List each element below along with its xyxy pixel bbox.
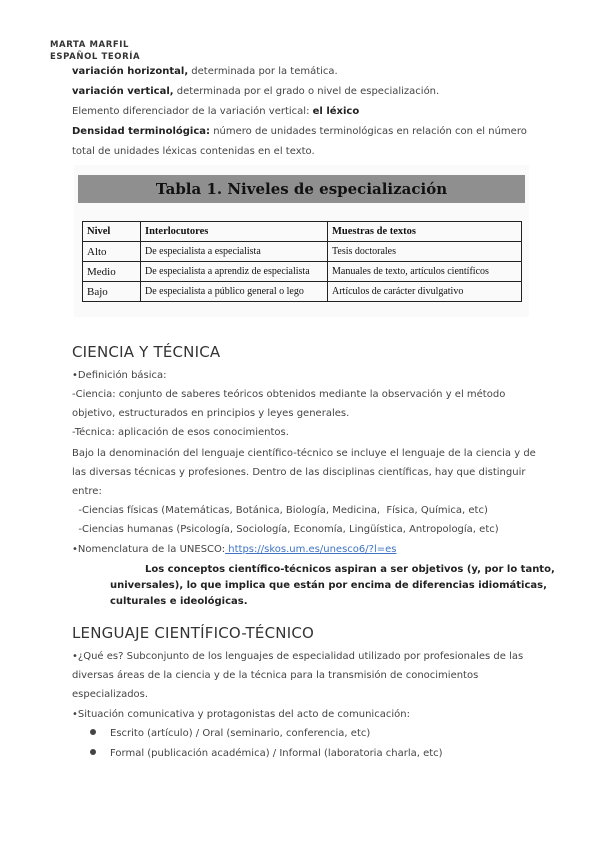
table-row (83, 282, 522, 302)
section-heading-ciencia: CIENCIA Y TÉCNICA (72, 343, 221, 361)
vertical-variation-line (72, 86, 439, 98)
body-line: diversas áreas de la ciencia y de la técnica para la transmisión de conocimientos (72, 670, 479, 681)
body-line: Bajo la denominación del lenguaje científico-técnico se incluye el lenguaje de la ciencia y de (72, 448, 536, 459)
body-line: •¿Qué es? Subconjunto de los lenguajes de especialidad utilizado por profesionales de las (72, 651, 524, 662)
body-line: -Ciencias humanas (Psicología, Sociología, Economía, Lingüística, Antropología, etc) (72, 524, 499, 535)
differentiating-element-line (72, 106, 359, 118)
body-line: •Definición básica: (72, 370, 167, 381)
horizontal-variation-desc: determinada por la temática. (188, 66, 338, 77)
density-line-2: total de unidades léxicas contenidas en el texto. (72, 146, 315, 157)
density-desc: número de unidades terminológicas en relación con el número (210, 126, 527, 137)
table-cell: Alto (83, 242, 141, 262)
table-header-row (83, 222, 522, 242)
vertical-variation-term: variación vertical, (72, 86, 174, 97)
differentiating-element-text: Elemento diferenciador de la variación vertical: (72, 106, 313, 117)
list-item (90, 728, 370, 740)
table-cell: Artículos de carácter divulgativo (328, 282, 522, 302)
list-item-text: Escrito (artículo) / Oral (seminario, conferencia, etc) (110, 728, 371, 739)
quote-line: universales), lo que implica que están por encima de diferencias idiomáticas, (110, 580, 547, 591)
nomenclature-label: •Nomenclatura de la UNESCO: (72, 544, 226, 555)
body-line: las diversas técnicas y profesiones. Dentro de las disciplinas científicas, hay que distinguir (72, 467, 526, 478)
table-row (83, 242, 522, 262)
body-line: -Técnica: aplicación de esos conocimientos. (72, 427, 289, 438)
bullet-icon (90, 749, 96, 755)
body-line: objetivo, estructurados en principios y leyes generales. (72, 408, 350, 419)
table-cell: De especialista a aprendiz de especialista (141, 262, 328, 282)
table-title: Tabla 1. Niveles de especialización (78, 175, 525, 203)
differentiating-element-term: el léxico (312, 106, 360, 117)
body-line: especializados. (72, 689, 149, 700)
body-line: -Ciencia: conjunto de saberes teóricos obtenidos mediante la observación y el método (72, 389, 506, 400)
table-cell: De especialista a público general o lego (141, 282, 328, 302)
list-item-text: Formal (publicación académica) / Informal (laboratoria charla, etc) (110, 748, 443, 759)
horizontal-variation-term: variación horizontal, (72, 66, 189, 77)
table-header-cell: Muestras de textos (328, 222, 522, 242)
nomenclature-line (72, 544, 396, 556)
section-heading-lenguaje: LENGUAJE CIENTÍFICO-TÉCNICO (72, 624, 314, 642)
table-cell: Medio (83, 262, 141, 282)
bullet-icon (90, 729, 96, 735)
table-cell: De especialista a especialista (141, 242, 328, 262)
document-subject: ESPAÑOL TEORÍA (50, 52, 141, 62)
vertical-variation-desc: determinada por el grado o nivel de especialización. (173, 86, 440, 97)
quote-line: Los conceptos científico-técnicos aspiran a ser objetivos (y, por lo tanto, (145, 564, 555, 575)
quote-line: culturales e ideológicas. (110, 596, 248, 607)
density-line (72, 126, 527, 138)
table-cell: Manuales de texto, artículos científicos (328, 262, 522, 282)
unesco-link[interactable]: https://skos.um.es/unesco6/?l=es (225, 544, 397, 555)
body-line: •Situación comunicativa y protagonistas del acto de comunicación: (72, 709, 410, 720)
author-name: MARTA MARFIL (50, 40, 130, 50)
specialization-table (82, 221, 522, 302)
table-header-cell: Nivel (83, 222, 141, 242)
table-header-cell: Interlocutores (141, 222, 328, 242)
table-cell: Bajo (83, 282, 141, 302)
table-cell: Tesis doctorales (328, 242, 522, 262)
specialization-table-figure (74, 165, 529, 317)
density-term: Densidad terminológica: (72, 126, 211, 137)
body-line: -Ciencias físicas (Matemáticas, Botánica, Biología, Medicina, Física, Química, etc) (72, 505, 488, 516)
list-item (90, 748, 443, 760)
table-row (83, 262, 522, 282)
horizontal-variation-line (72, 66, 338, 78)
body-line: entre: (72, 486, 102, 497)
